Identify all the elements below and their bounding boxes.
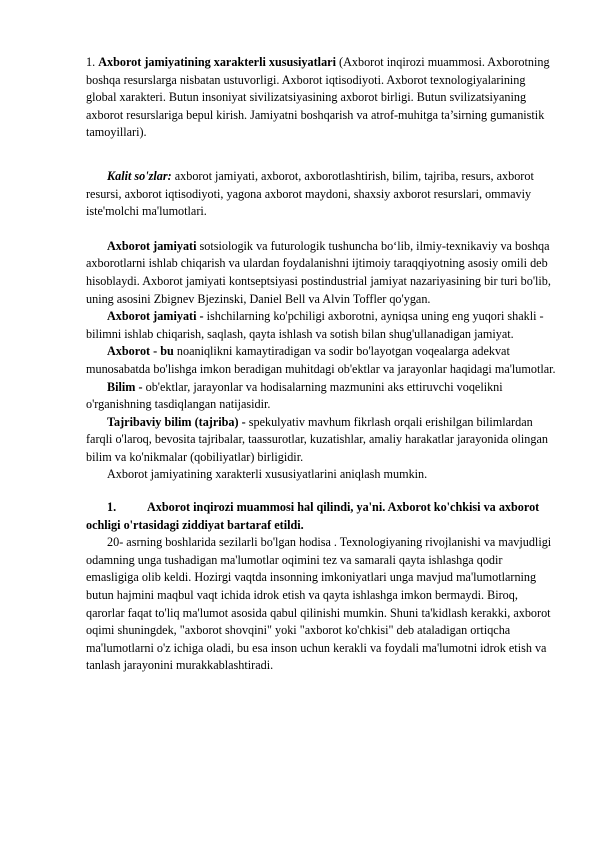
keywords-paragraph <box>86 168 556 221</box>
document-page <box>86 54 556 675</box>
definition-paragraph <box>86 343 556 378</box>
keywords-text: axborot jamiyati, axborot, axborotlashtirish, bilim, tajriba, resurs, axborot resursi, axborot iqtisodiyoti, yagona axborot maydoni, shaxsiy axborot resurslari, ommaviy iste'molchi ma'lumotlari. <box>86 168 534 219</box>
definition-text: noaniqlikni kamaytiradigan va sodir bo'layotgan voqealarga adekvat munosabatda bo'lishga imkon beradigan muhitdagi ob'ektlar va jarayonlar haqidagi ma'lumotlar. <box>86 344 556 376</box>
heading-title: Axborot jamiyatining xarakterli xususiyatlari <box>98 55 336 69</box>
definition-text: sotsiologik va futurologik tushuncha bo‘lib, ilmiy-texnikaviy va boshqa axborotlarni ishlab chiqarish va ulardan foydalanishni ijtimoiy taraqqiyotning asosiy omili deb hisoblaydi. Axborot jamiyati kontseptsiyasi postindustrial jamiyat nazariyasining bir turi bo'lib, uning asosini Zbignev Bjezinski, Daniel Bell va Alvin Toffler qo'ygan. <box>86 238 551 306</box>
section-number: 1. <box>107 500 117 515</box>
definition-text: ob'ektlar, jarayonlar va hodisalarning mazmunini aks ettiruvchi voqelikni o'rganishning tasdiqlangan natijasidir. <box>86 379 503 412</box>
definition-text: spekulyativ mavhum fikrlash orqali erishilgan bilimlardan farqli o'laroq, bevosita tajribalar, taassurotlar, kuzatishlar, amaliy harakatlar jarayonida olingan bilim va ko'nikmalar (qobiliyatlar) birligidir. <box>86 414 548 464</box>
heading-topics: (Axborot inqirozi muammosi. Axborotning boshqa resurslarga nisbatan ustuvorligi. Axborot iqtisodiyoti. Axborot texnologiyalarining global xarakteri. Butun insoniyat sivilizatsiyasining axborot birligi. Butun svilizatsiyaning axborot resurslariga bepul kirish. Jamiyatni boshqarish va atrof-muhitga ta’sirning gumanistik tamoyillari). <box>86 55 550 140</box>
definition-paragraph <box>86 379 556 414</box>
section-heading <box>86 499 556 534</box>
definition-paragraph <box>86 414 556 467</box>
definition-term: Axborot jamiyati <box>107 238 197 253</box>
definition-paragraph <box>86 238 556 308</box>
definition-term: Tajribaviy bilim (tajriba) - <box>107 414 246 429</box>
keywords-label: Kalit so'zlar: <box>107 168 172 183</box>
section-body: 20- asrning boshlarida sezilarli bo'lgan hodisa . Texnologiyaning rivojlanishi va mavjudligi odamning unga tushadigan ma'lumotlar oqimini tez va samarali qayta ishlashga qodir emasligiga olib keldi. Hozirgi vaqtda insonning imkoniyatlari unga mavjud ma'lumotlarning butun hajmini maqbul vaqt ichida idrok etish va qayta ishlashga imkon bermaydi. Biroq, qarorlar faqat to'liq ma'lumot asosida qabul qilinishi mumkin. Shuni ta'kidlash kerakki, axborot oqimi shuningdek, "axborot shovqini" yoki "axborot ko'chkisi" deb ataladigan ortiqcha ma'lumotlarni o'z ichiga oladi, bu esa inson uchun kerakli va foydali ma'lumotni idrok etish va tanlash jarayonini murakkablashtiradi. <box>86 535 552 673</box>
definition-term: Axborot jamiyati - <box>107 309 204 324</box>
definition-paragraph <box>86 308 556 343</box>
section-title: Axborot inqirozi muammosi hal qilindi, ya'ni. Axborot ko'chkisi va axborot ochligi o'rtasidagi ziddiyat bartaraf etildi. <box>86 500 540 532</box>
definition-term: Bilim - <box>107 379 143 394</box>
intro-heading <box>86 54 556 142</box>
definition-text: ishchilarning ko'pchiligi axborotni, ayniqsa uning eng yuqori shakli - bilimni ishlab chiqarish, saqlash, qayta ishlash va sotish bilan shug'ullanadigan jamiyat. <box>86 309 544 341</box>
summary-paragraph: Axborot jamiyatining xarakterli xususiyatlarini aniqlash mumkin. <box>107 467 428 482</box>
heading-number: 1. <box>86 55 99 69</box>
definition-term: Axborot - bu <box>107 344 174 359</box>
